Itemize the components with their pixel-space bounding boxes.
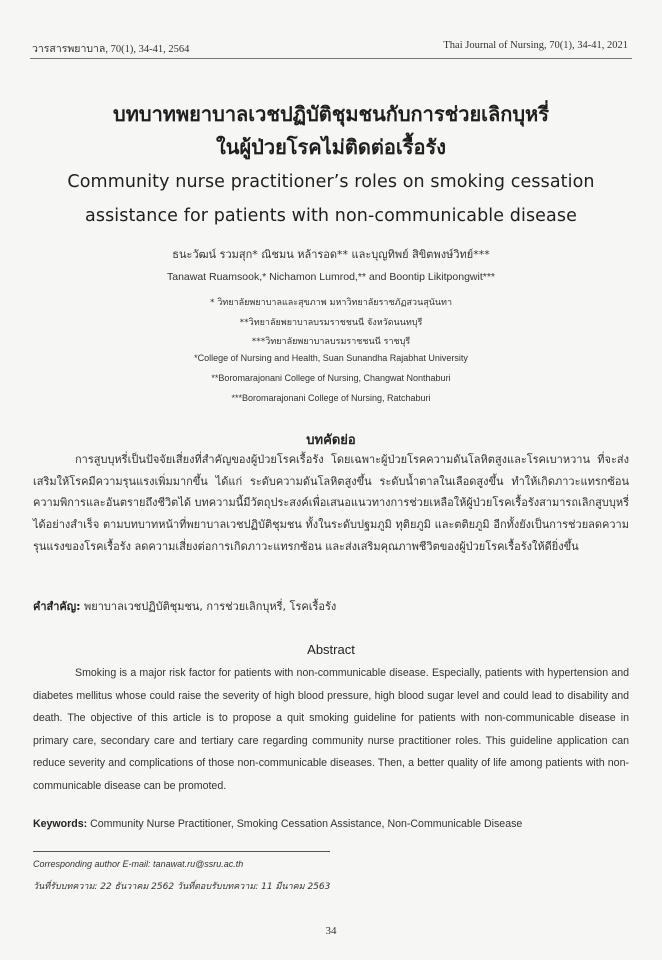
thai-abstract-body: การสูบบุหรี่เป็นปัจจัยเสี่ยงที่สำคัญของผู้ป่วยโรคเรื้อรัง โดยเฉพาะผู้ป่วยโรคความดันโลหิตสูงและโรคเบาหวาน ที่จะส่งเสริมให้โรคมีความรุนแรงเพิ่มมากขึ้น ได้แก่ ระดับความดันโลหิตสูงขึ้น ระดับน้ำตาลในเลือดสูงขึ้น ทำให้เกิดภาวะแทรกซ้อน ความพิการและอันตรายถึงชีวิตได้ บทความนี้มีวัตถุประสงค์เพื่อเสนอแนวทางการช่วยเหลือให้ผู้ป่วยโรคเรื้อรังสามารถเลิกสูบบุหรี่ได้อย่างสำเร็จ ตามบทบาทหน้าที่พยาบาลเวชปฏิบัติชุมชน ทั้งในระดับปฐมภูมิ ทุติยภูมิ และตติยภูมิ อีกทั้งยังเป็นการช่วยลดความรุนแรงของโรคเรื้อรัง ลดความเสี่ยงต่อการเกิดภาวะแทรกซ้อน และส่งเสริมคุณภาพชีวิตของผู้ป่วยโรคเรื้อรังให้ดียิ่งขึ้น (33, 453, 629, 553)
thai-keywords-label: คำสำคัญ: (33, 600, 81, 613)
english-abstract-body: Smoking is a major risk factor for patients with non-communicable disease. Especially, patients with hypertension and diabetes mellitus whose could raise the severity of high blood pressure, high blood sugar level and could lead to disability and death. The objective of this article is to propose a quit smoking guideline for patients with non-communicable disease in primary care, secondary care and tertiary care regarding community nurse practitioner roles. This guideline application can reduce severity and complications of those non-communicable diseases. Then, a better quality of life among patients with non-communicable disease can be promoted. (33, 667, 629, 792)
affiliation-thai-2: **วิทยาลัยพยาบาลบรมราชชนนี จังหวัดนนทบุรี (239, 318, 423, 328)
thai-keywords-list: พยาบาลเวชปฏิบัติชุมชน, การช่วยเลิกบุหรี่, โรคเรื้อรัง (80, 600, 337, 613)
article-dates: วันที่รับบทความ: 22 ธันวาคม 2562 วันที่ตอบรับบทความ: 11 มีนาคม 2563 (33, 882, 331, 892)
corresponding-author: Corresponding author E-mail: tanawat.ru@ssru.ac.th (33, 859, 244, 869)
english-keywords (33, 818, 522, 830)
header-divider (30, 58, 632, 59)
authors-english: Tanawat Ruamsook,* Nichamon Lumrod,** and Boontip Likitpongwit*** (166, 271, 496, 283)
header-english-citation: Thai Journal of Nursing, 70(1), 34-41, 2021 (443, 40, 628, 51)
header-thai-citation: วารสารพยาบาล, 70(1), 34-41, 2564 (32, 44, 190, 55)
affiliation-english-3: ***Boromarajonani College of Nursing, Ratchaburi (231, 393, 431, 403)
thai-title-line-2: ในผู้ป่วยโรคไม่ติดต่อเรื้อรัง (216, 135, 446, 159)
affiliation-thai-1: * วิทยาลัยพยาบาลและสุขภาพ มหาวิทยาลัยราชภัฏสวนสุนันทา (209, 298, 453, 308)
thai-keywords (33, 597, 336, 615)
thai-title-line-1: บทบาทพยาบาลเวชปฏิบัติชุมชนกับการช่วยเลิกบุหรี่ (113, 102, 549, 126)
affiliation-english-2: **Boromarajonani College of Nursing, Changwat Nonthaburi (211, 373, 451, 383)
english-keywords-label: Keywords: (33, 818, 88, 830)
english-keywords-list: Community Nurse Practitioner, Smoking Cessation Assistance, Non-Communicable Disease (87, 818, 523, 830)
page-number: 34 (325, 925, 337, 937)
english-title-line-2: assistance for patients with non-communicable disease (85, 206, 577, 226)
english-abstract-heading: Abstract (307, 642, 355, 657)
affiliation-english-1: *College of Nursing and Health, Suan Sunandha Rajabhat University (194, 353, 468, 363)
thai-abstract-heading: บทคัดย่อ (306, 433, 356, 448)
running-header (32, 40, 628, 56)
english-title-line-1: Community nurse practitioner’s roles on smoking cessation (67, 172, 595, 192)
affiliation-thai-3: ***วิทยาลัยพยาบาลบรมราชชนนี ราชบุรี (251, 337, 411, 347)
authors-thai: ธนะวัฒน์ รวมสุก* ณิชมน หล้ารอด** และบุญทิพย์ สิขิตพงษ์วิทย์*** (172, 248, 490, 261)
footnote-divider (33, 851, 330, 852)
